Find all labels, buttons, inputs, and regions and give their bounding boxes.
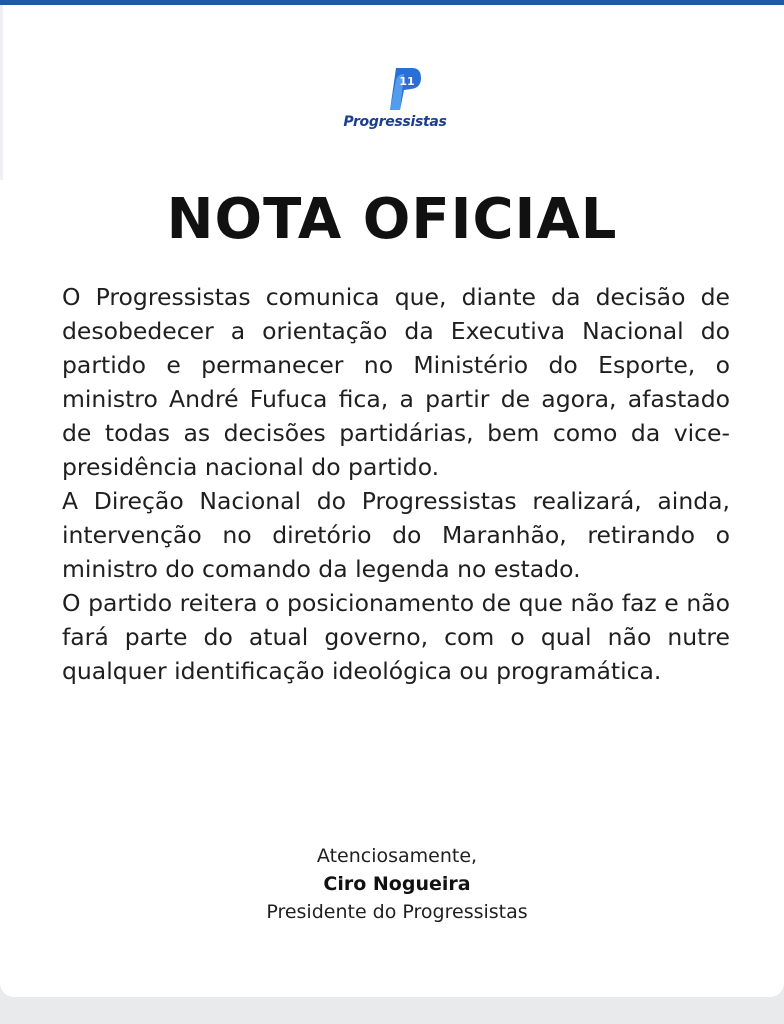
signatory-role: Presidente do Progressistas: [266, 901, 528, 923]
page-title: NOTA OFICIAL: [166, 187, 618, 252]
party-logo: [330, 66, 460, 136]
logo-number: 11: [399, 75, 415, 88]
signature-block: [0, 842, 784, 926]
paragraph-3: O partido reitera o posicionamento de que não faz e não fará parte do atual governo, com o qual não nutre qualquer identificação ideológica ou programática.: [62, 589, 730, 685]
logo-wordmark: Progressistas: [343, 114, 447, 130]
signatory-name: Ciro Nogueira: [323, 873, 471, 895]
bottom-background: [0, 997, 784, 1024]
edge-shadow: [0, 5, 3, 180]
paragraph-2: A Direção Nacional do Progressistas realizará, ainda, intervenção no diretório do Maranhão, retirando o ministro do comando da legenda no estado.: [62, 487, 730, 583]
party-logo-icon: [382, 66, 422, 112]
paragraph-1: O Progressistas comunica que, diante da decisão de desobedecer a orientação da Executiva Nacional do partido e permanecer no Ministério do Esporte, o ministro André Fufuca fica, a partir de agora, afastado de todas as decisões partidárias, bem como da vice-presidência nacional do partido.: [62, 283, 730, 481]
closing-text: Atenciosamente,: [316, 845, 478, 867]
note-body: [62, 280, 730, 688]
